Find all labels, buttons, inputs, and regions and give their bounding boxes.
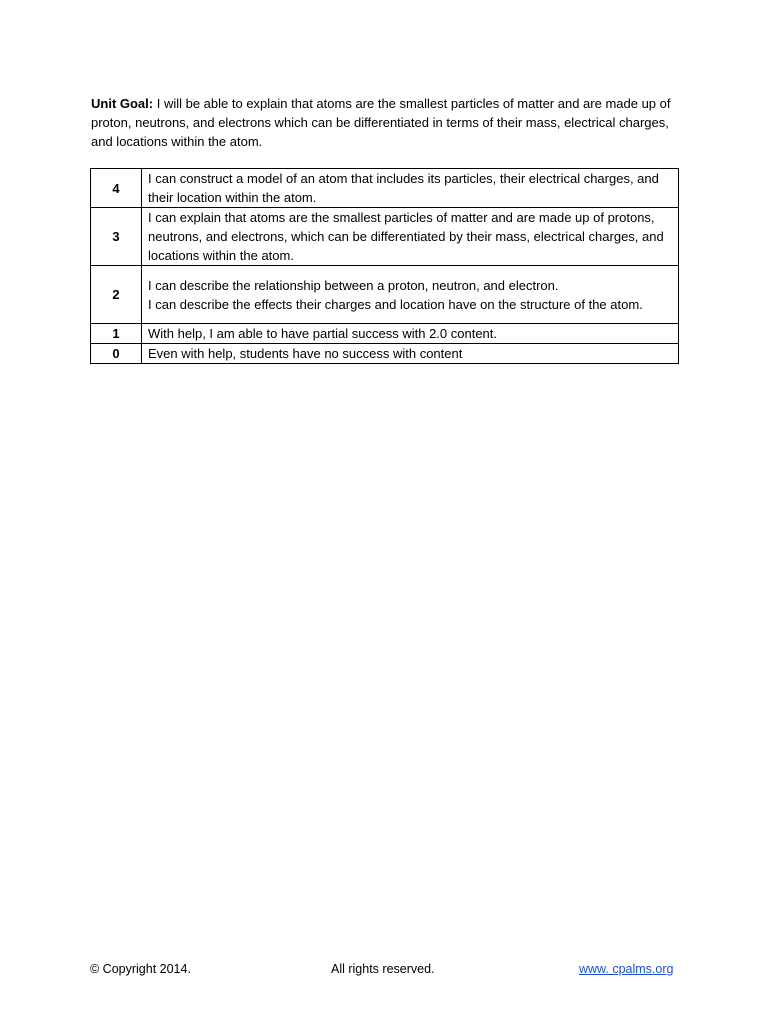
table-row: [91, 169, 679, 208]
description-line: I can describe the relationship between a proton, neutron, and electron.: [148, 277, 559, 293]
score-cell: 4: [91, 169, 142, 208]
description-cell: [142, 208, 679, 266]
proficiency-scale-table: [90, 168, 679, 364]
table-row: [91, 266, 679, 324]
description-cell: [142, 324, 679, 344]
copyright-text: © Copyright 2014.: [90, 962, 191, 976]
description-line: I can describe the effects their charges and location have on the structure of the atom.: [148, 296, 643, 312]
description-line: I can explain that atoms are the smallest particles of matter and are made up of protons, neutrons, and electrons, which can be differentiated by their mass, electrical charges, and locations within the atom.: [148, 210, 664, 263]
unit-goal: [91, 94, 691, 151]
unit-goal-label: Unit Goal:: [91, 96, 154, 111]
unit-goal-text: I will be able to explain that atoms are the smallest particles of matter and are made up of proton, neutrons, and electrons which can be differentiated in terms of their mass, electrical charges, and locations within the atom.: [91, 96, 671, 149]
description-line: With help, I am able to have partial success with 2.0 content.: [148, 326, 498, 341]
table-row: [91, 344, 679, 364]
description-cell: [142, 169, 679, 208]
cpalms-link[interactable]: www. cpalms.org: [579, 962, 674, 976]
table-row: [91, 324, 679, 344]
score-cell: 3: [91, 208, 142, 266]
description-cell: [142, 344, 679, 364]
description-line: I can construct a model of an atom that includes its particles, their electrical charges, and their location within the atom.: [148, 171, 659, 205]
description-cell: [142, 266, 679, 324]
table-row: [91, 208, 679, 266]
rights-text: All rights reserved.: [331, 962, 435, 976]
description-line: Even with help, students have no success with content: [148, 346, 463, 361]
score-cell: 1: [91, 324, 142, 344]
score-cell: 0: [91, 344, 142, 364]
score-cell: 2: [91, 266, 142, 324]
